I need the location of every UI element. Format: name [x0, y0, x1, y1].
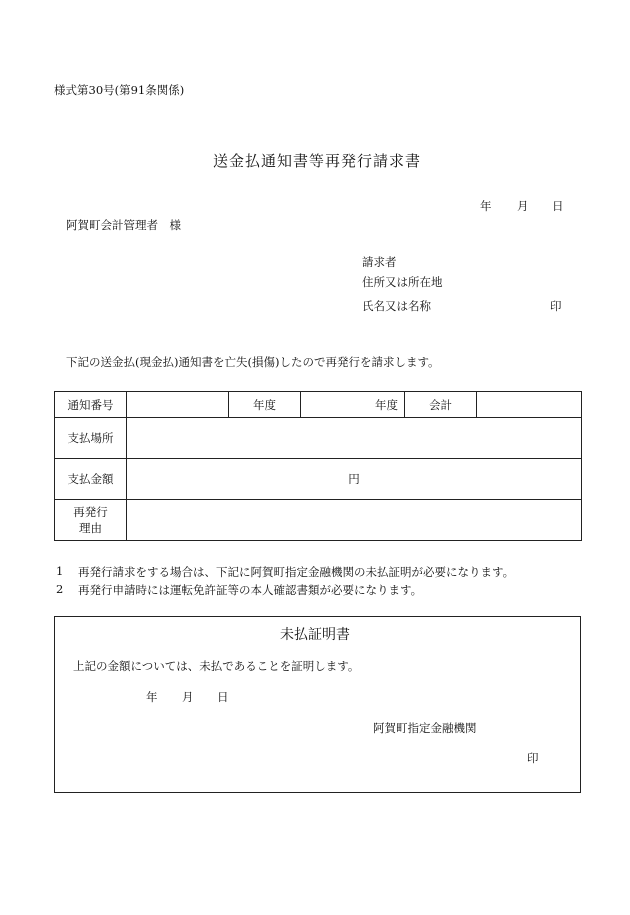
form-number: 様式第30号(第91条関係)	[54, 83, 185, 97]
date-day: 日	[552, 199, 564, 213]
reissue-reason-label	[55, 500, 127, 541]
fiscal-year-label: 年度	[229, 392, 301, 418]
requester-seal: 印	[550, 299, 562, 313]
notice-number-field[interactable]	[127, 392, 229, 418]
payment-amount-label: 支払金額	[55, 459, 127, 500]
note-number-2: 2	[56, 582, 64, 596]
unpaid-certificate-box	[54, 616, 581, 793]
fiscal-year-field[interactable]	[301, 392, 405, 418]
reissue-reason-line2: 理由	[79, 521, 102, 535]
date-year: 年	[480, 199, 492, 213]
reissue-reason-line1: 再発行	[73, 505, 108, 519]
account-label: 会計	[405, 392, 477, 418]
financial-institution: 阿賀町指定金融機関	[373, 721, 477, 735]
payment-place-field[interactable]	[127, 418, 582, 459]
certificate-day: 日	[217, 690, 229, 704]
date-month: 月	[517, 199, 529, 213]
note-text-2: 再発行申請時には運転免許証等の本人確認書類が必要になります。	[78, 583, 423, 597]
payment-amount-field[interactable]	[127, 459, 582, 500]
address-label: 住所又は所在地	[362, 275, 443, 289]
certificate-year: 年	[146, 690, 158, 704]
requester-label: 請求者	[362, 255, 397, 269]
certificate-title: 未払証明書	[280, 627, 350, 643]
certificate-statement: 上記の金額については、未払であることを証明します。	[73, 659, 360, 673]
payment-place-label: 支払場所	[55, 418, 127, 459]
name-label: 氏名又は名称	[362, 299, 431, 313]
note-text-1: 再発行請求をする場合は、下記に阿賀町指定金融機関の未払証明が必要になります。	[78, 565, 515, 579]
notice-number-label: 通知番号	[55, 392, 127, 418]
certificate-month: 月	[182, 690, 194, 704]
account-field[interactable]	[477, 392, 582, 418]
page-title: 送金払通知書等再発行請求書	[213, 152, 422, 170]
certificate-seal: 印	[527, 751, 539, 765]
reissue-form-table	[54, 391, 582, 541]
yen-unit: 円	[348, 472, 360, 486]
fiscal-year-suffix: 年度	[375, 397, 398, 412]
addressee: 阿賀町会計管理者 様	[66, 218, 181, 232]
request-statement: 下記の送金払(現金払)通知書を亡失(損傷)したので再発行を請求します。	[66, 355, 440, 369]
note-number-1: 1	[56, 564, 64, 578]
reissue-reason-field[interactable]	[127, 500, 582, 541]
